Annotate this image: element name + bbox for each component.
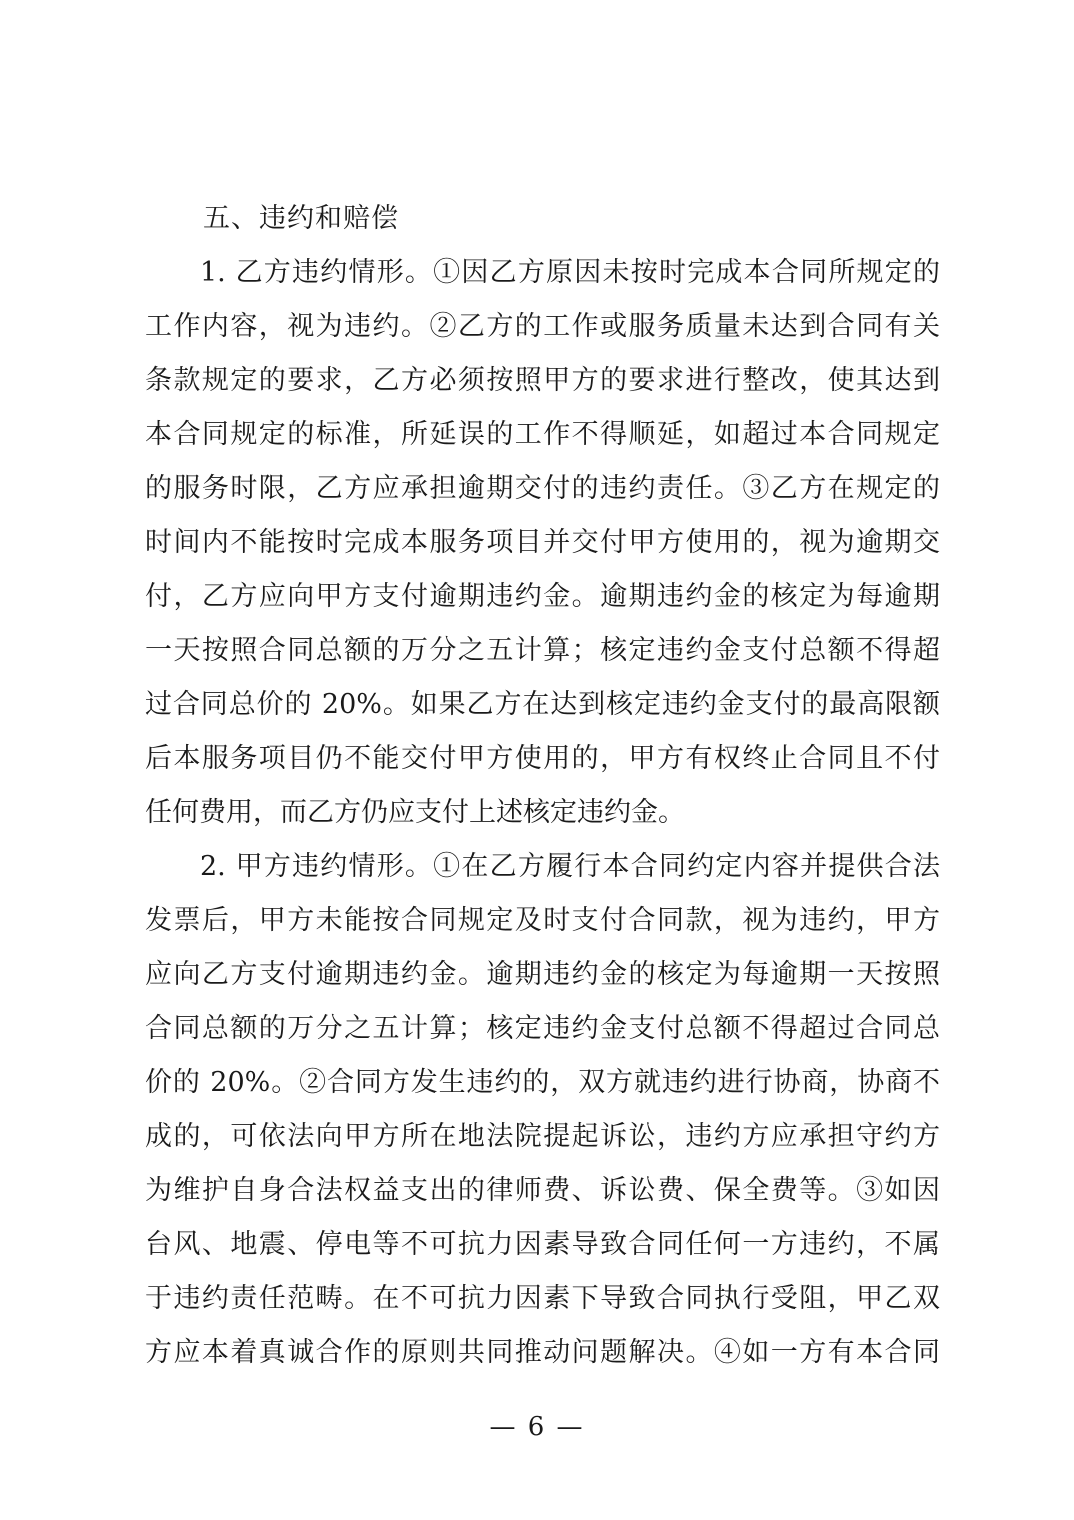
paragraph-line: 应向乙方支付逾期违约金。逾期违约金的核定为每逾期一天按照 — [145, 959, 940, 990]
paragraph-line: 一天按照合同总额的万分之五计算；核定违约金支付总额不得超 — [145, 635, 940, 666]
paragraph-line: 发票后，甲方未能按合同规定及时支付合同款，视为违约，甲方 — [145, 905, 940, 936]
paragraph-line: 价的 20%。②合同方发生违约的，双方就违约进行协商，协商不 — [145, 1067, 940, 1098]
paragraph-line: 时间内不能按时完成本服务项目并交付甲方使用的，视为逾期交 — [145, 527, 940, 558]
paragraph-line: 于违约责任范畴。在不可抗力因素下导致合同执行受阻，甲乙双 — [145, 1283, 940, 1314]
paragraph-line: 合同总额的万分之五计算；核定违约金支付总额不得超过合同总 — [145, 1013, 940, 1044]
paragraph-party-b-breach — [145, 246, 940, 840]
paragraph-line: 后本服务项目仍不能交付甲方使用的，甲方有权终止合同且不付 — [145, 743, 940, 774]
paragraph-line: 的服务时限，乙方应承担逾期交付的违约责任。③乙方在规定的 — [145, 473, 940, 504]
paragraph-line: 付，乙方应向甲方支付逾期违约金。逾期违约金的核定为每逾期 — [145, 581, 940, 612]
paragraph-line: 任何费用，而乙方仍应支付上述核定违约金。 — [145, 797, 685, 828]
paragraph-line: 2. 甲方违约情形。①在乙方履行本合同约定内容并提供合法 — [200, 851, 940, 882]
paragraph-line: 工作内容，视为违约。②乙方的工作或服务质量未达到合同有关 — [145, 311, 940, 342]
paragraph-party-a-breach — [145, 840, 940, 1380]
paragraph-line: 方应本着真诚合作的原则共同推动问题解决。④如一方有本合同 — [145, 1337, 940, 1368]
paragraph-line: 过合同总价的 20%。如果乙方在达到核定违约金支付的最高限额 — [145, 689, 940, 720]
section-heading: 五、违约和赔偿 — [203, 203, 399, 234]
page-number: — 6 — — [489, 1412, 585, 1442]
paragraph-line: 条款规定的要求，乙方必须按照甲方的要求进行整改，使其达到 — [145, 365, 940, 396]
paragraph-line: 本合同规定的标准，所延误的工作不得顺延，如超过本合同规定 — [145, 419, 940, 450]
paragraph-line: 成的，可依法向甲方所在地法院提起诉讼，违约方应承担守约方 — [145, 1121, 940, 1152]
paragraph-line: 台风、地震、停电等不可抗力因素导致合同任何一方违约，不属 — [145, 1229, 940, 1260]
document-body — [145, 192, 940, 1380]
paragraph-line: 为维护自身合法权益支出的律师费、诉讼费、保全费等。③如因 — [145, 1175, 940, 1206]
paragraph-line: 1. 乙方违约情形。①因乙方原因未按时完成本合同所规定的 — [200, 257, 940, 288]
